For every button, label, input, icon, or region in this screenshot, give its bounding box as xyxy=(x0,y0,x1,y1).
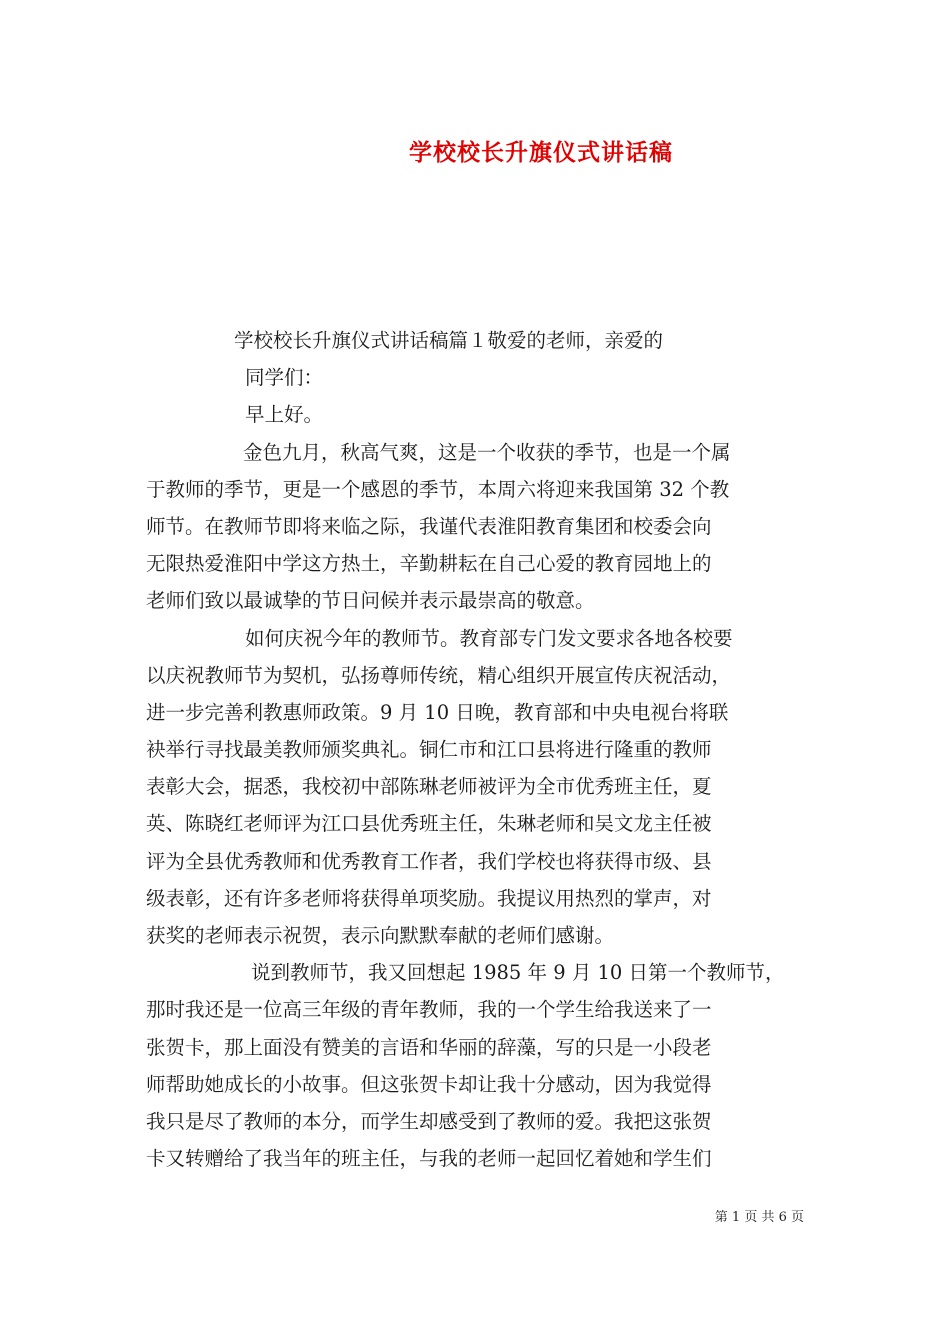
text-line: 进一步完善利教惠师政策。9 月 10 日晚，教育部和中央电视台将联 xyxy=(146,700,729,724)
text-line: 早上好。 xyxy=(245,403,324,427)
text-line: 无限热爱淮阳中学这方热土，辛勤耕耘在自己心爱的教育园地上的 xyxy=(146,552,712,576)
text-line: 以庆祝教师节为契机，弘扬尊师传统，精心组织开展宣传庆祝活动， xyxy=(146,663,732,687)
text-line: 评为全县优秀教师和优秀教育工作者，我们学校也将获得市级、县 xyxy=(146,849,712,873)
text-line: 表彰大会，据悉，我校初中部陈琳老师被评为全市优秀班主任，夏 xyxy=(146,775,712,799)
text-line: 于教师的季节，更是一个感恩的季节，本周六将迎来我国第 32 个教 xyxy=(146,477,730,501)
text-line: 如何庆祝今年的教师节。教育部专门发文要求各地各校要 xyxy=(245,626,733,650)
text-line: 老师们致以最诚挚的节日问候并表示最崇高的敬意。 xyxy=(146,589,595,613)
page-number-footer: 第 1 页 共 6 页 xyxy=(714,1210,804,1225)
text-line: 同学们： xyxy=(245,366,324,390)
text-line: 获奖的老师表示祝贺，表示向默默奉献的老师们感谢。 xyxy=(146,924,615,947)
text-line: 张贺卡，那上面没有赞美的言语和华丽的辞藻，写的只是一小段老 xyxy=(146,1035,712,1059)
text-line: 金色九月，秋高气爽，这是一个收获的季节，也是一个属 xyxy=(243,440,731,464)
text-line: 我只是尽了教师的本分，而学生却感受到了教师的爱。我把这张贺 xyxy=(146,1109,712,1133)
document-body xyxy=(146,322,818,1177)
text-line: 师节。在教师节即将来临之际，我谨代表淮阳教育集团和校委会向 xyxy=(146,514,712,538)
text-line: 那时我还是一位高三年级的青年教师，我的一个学生给我送来了一 xyxy=(146,998,712,1022)
document-title: 学校校长升旗仪式讲话稿 xyxy=(409,139,673,166)
text-line: 学校校长升旗仪式讲话稿篇１敬爱的老师，亲爱的 xyxy=(234,329,664,352)
text-line: 英、陈晓红老师评为江口县优秀班主任，朱琳老师和吴文龙主任被 xyxy=(146,812,712,836)
text-line: 师帮助她成长的小故事。但这张贺卡却让我十分感动，因为我觉得 xyxy=(146,1072,712,1096)
text-line: 卡又转赠给了我当年的班主任，与我的老师一起回忆着她和学生们 xyxy=(146,1147,712,1171)
text-line: 级表彰，还有许多老师将获得单项奖励。我提议用热烈的掌声，对 xyxy=(146,886,712,910)
text-line: 袂举行寻找最美教师颁奖典礼。铜仁市和江口县将进行隆重的教师 xyxy=(146,738,712,762)
text-line: 说到教师节，我又回想起 1985 年 9 月 10 日第一个教师节， xyxy=(251,961,785,985)
